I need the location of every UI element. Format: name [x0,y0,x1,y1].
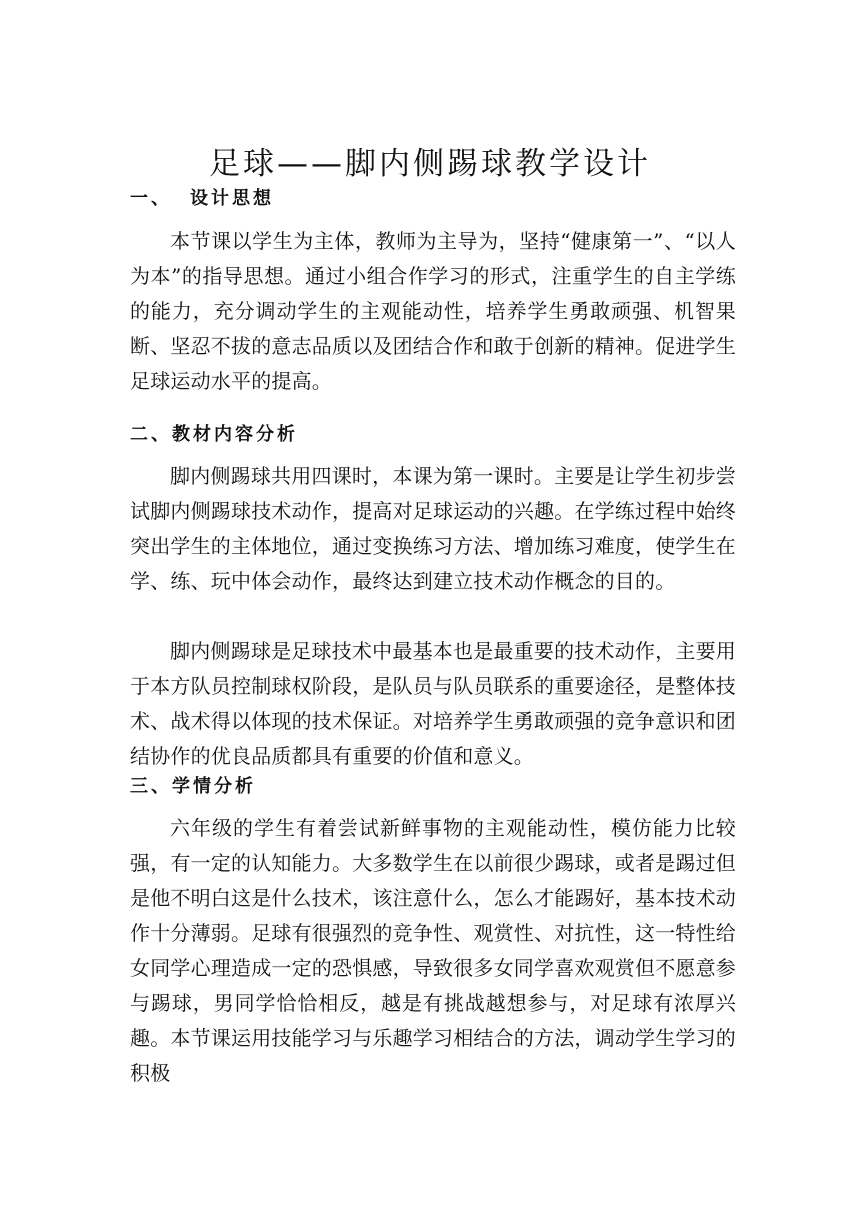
section-number: 二、 [130,424,172,445]
section-heading-content-analysis [130,422,298,448]
section-number: 三、 [130,776,172,797]
section-heading-design-idea [130,186,274,212]
section-heading-text: 设计思想 [190,188,274,209]
section-heading-text: 教材内容分析 [172,424,298,445]
section-heading-text: 学情分析 [172,776,256,797]
paragraph-student-analysis: 六年级的学生有着尝试新鲜事物的主观能动性，模仿能力比较强，有一定的认知能力。大多数学生在以前很少踢球，或者是踢过但是他不明白这是什么技术，该注意什么，怎么才能踢好，基本技术动作十分薄弱。足球有很强烈的竞争性、观赏性、对抗性，这一特性给女同学心理造成一定的恐惧感，导致很多女同学喜欢观赏但不愿意参与踢球，男同学恰恰相反，越是有挑战越想参与，对足球有浓厚兴趣。本节课运用技能学习与乐趣学习相结合的方法，调动学生学习的积极 [130,816,736,1085]
document-title: 足球——脚内侧踢球教学设计 [209,146,651,182]
paragraph-design-idea: 本节课以学生为主体，教师为主导为，坚持“健康第一”、“以人为本”的指导思想。通过小组合作学习的形式，注重学生的自主学练的能力，充分调动学生的主观能动性，培养学生勇敢顽强、机智果断、坚忍不拔的意志品质以及团结合作和敢于创新的精神。促进学生足球运动水平的提高。 [130,229,736,393]
paragraph-content-analysis-2: 脚内侧踢球是足球技术中最基本也是最重要的技术动作，主要用于本方队员控制球权阶段，是队员与队员联系的重要途径，是整体技术、战术得以体现的技术保证。对培养学生勇敢顽强的竞争意识和团结协作的优良品质都具有重要的价值和意义。 [130,639,736,768]
section-heading-student-analysis [130,774,256,800]
section-number: 一、 [130,188,172,209]
paragraph-content-analysis-1: 脚内侧踢球共用四课时，本课为第一课时。主要是让学生初步尝试脚内侧踢球技术动作，提高对足球运动的兴趣。在学练过程中始终突出学生的主体地位，通过变换练习方法、增加练习难度，使学生在学、练、玩中体会动作，最终达到建立技术动作概念的目的。 [130,464,736,593]
